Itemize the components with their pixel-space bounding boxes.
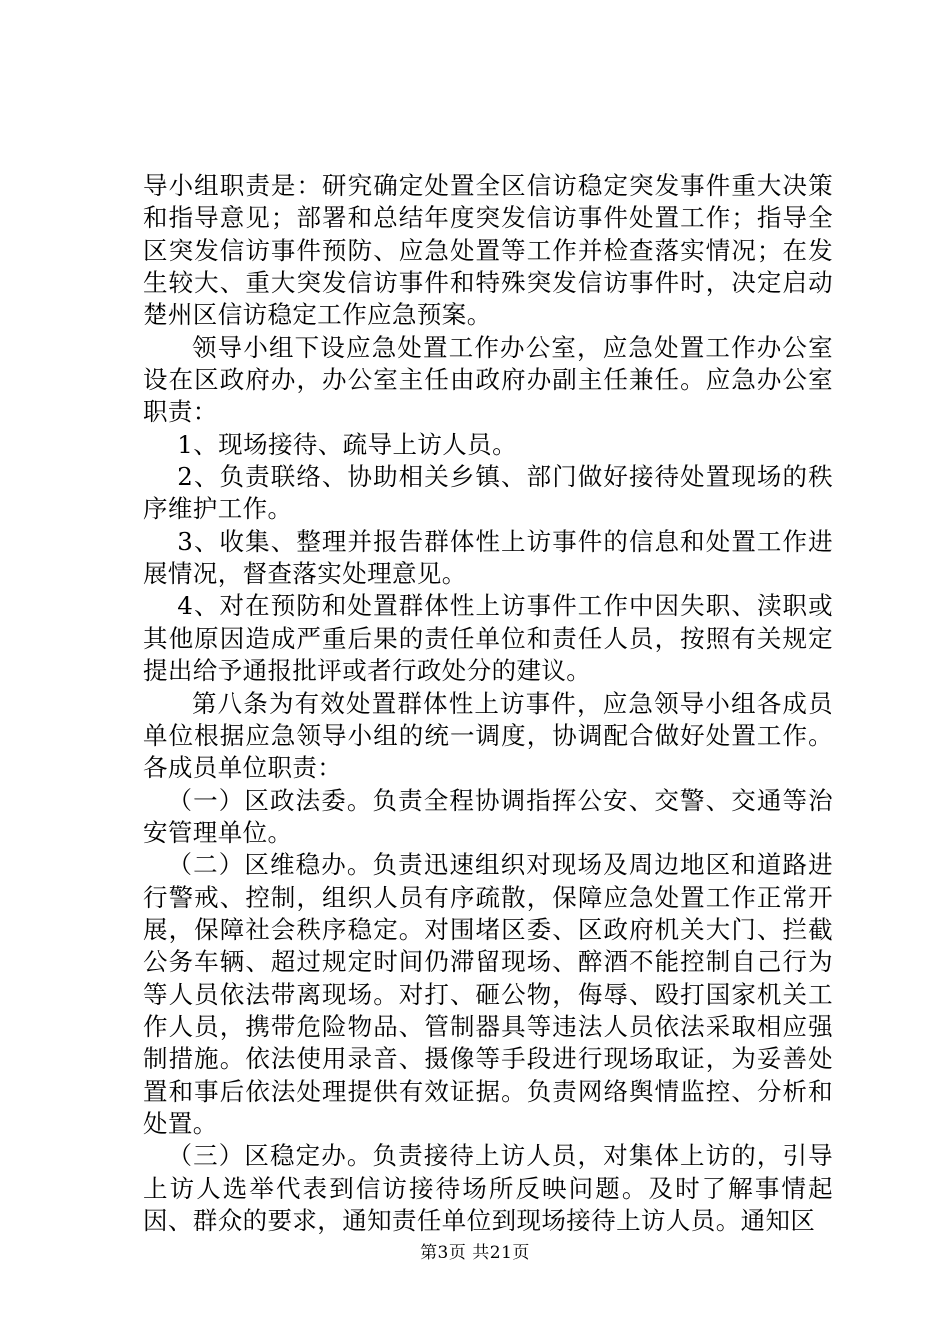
page-number-footer: 第3页 共21页 [420,1243,530,1263]
paragraph-item-2: 2、负责联络、协助相关乡镇、部门做好接待处置现场的秩序维护工作。 [143,462,833,524]
paragraph-leading-group-duties: 导小组职责是：研究确定处置全区信访稳定突发事件重大决策和指导意见；部署和总结年度突发信访事件处置工作；指导全区突发信访事件预防、应急处置等工作并检查落实情况；在发生较大、重大突发信访事件和特殊突发信访事件时，决定启动楚州区信访稳定工作应急预案。 [143,171,833,330]
paragraph-item-4: 4、对在预防和处置群体性上访事件工作中因失职、渎职或其他原因造成严重后果的责任单位和责任人员，按照有关规定提出给予通报批评或者行政处分的建议。 [143,591,833,686]
paragraph-item-1: 1、现场接待、疏导上访人员。 [177,429,517,459]
paragraph-section-1: （一）区政法委。负责全程协调指挥公安、交警、交通等治安管理单位。 [143,785,833,847]
paragraph-section-2: （二）区维稳办。负责迅速组织对现场及周边地区和道路进行警戒、控制，组织人员有序疏散，保障应急处置工作正常开展，保障社会秩序稳定。对围堵区委、区政府机关大门、拦截公务车辆、超过规定时间仍滞留现场、醉酒不能控制自己行为等人员依法带离现场。对打、砸公物，侮辱、殴打国家机关工作人员，携带危险物品、管制器具等违法人员依法采取相应强制措施。依法使用录音、摄像等手段进行现场取证，为妥善处置和事后依法处理提供有效证据。负责网络舆情监控、分析和处置。 [143,850,833,1138]
paragraph-item-3: 3、收集、整理并报告群体性上访事件的信息和处置工作进展情况，督查落实处理意见。 [143,526,833,589]
document-body [143,170,833,1237]
paragraph-emergency-office: 领导小组下设应急处置工作办公室，应急处置工作办公室设在区政府办，办公室主任由政府办副主任兼任。应急办公室职责： [143,332,833,427]
paragraph-article-8: 第八条为有效处置群体性上访事件，应急领导小组各成员单位根据应急领导小组的统一调度，协调配合做好处置工作。各成员单位职责： [143,688,833,783]
paragraph-section-3: （三）区稳定办。负责接待上访人员，对集体上访的，引导上访人选举代表到信访接待场所反映问题。及时了解事情起因、群众的要求，通知责任单位到现场接待上访人员。通知区 [143,1141,833,1235]
